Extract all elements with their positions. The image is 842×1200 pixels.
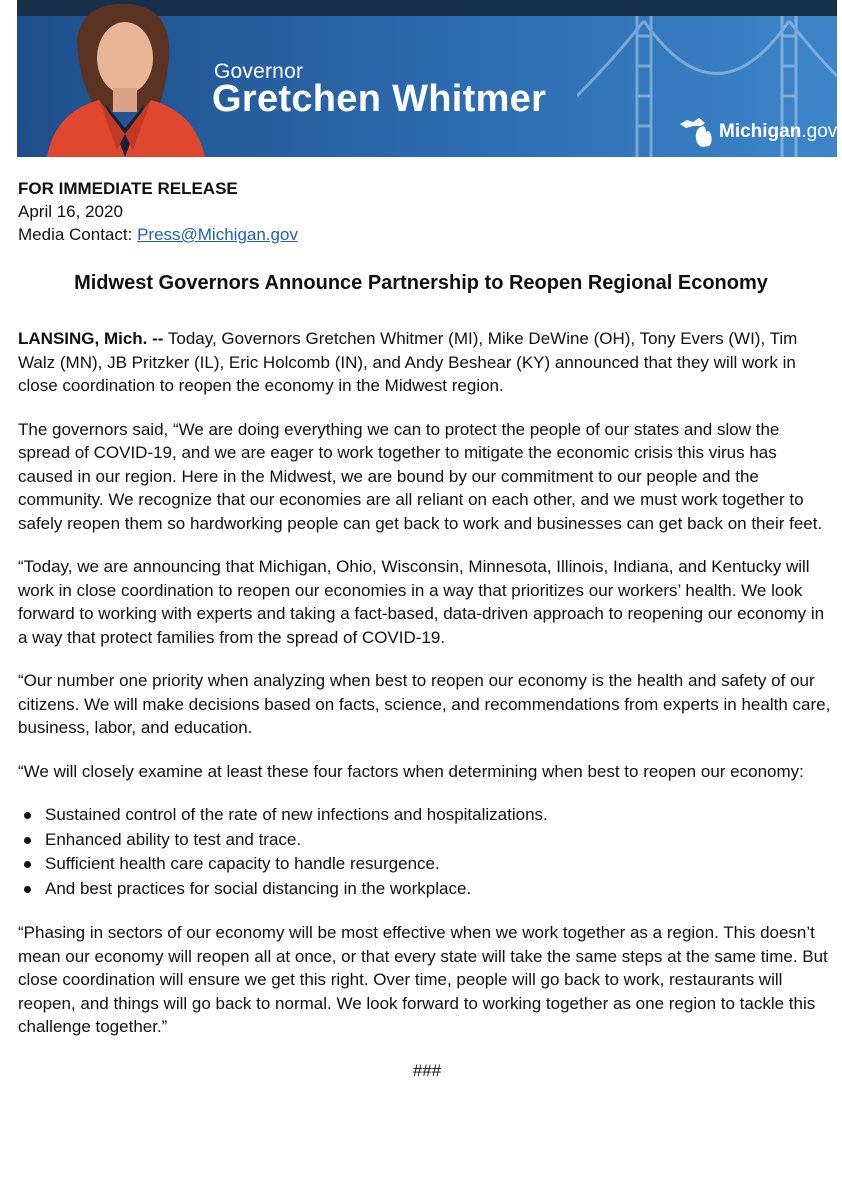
list-item: Sustained control of the rate of new infections and hospitalizations. (45, 803, 836, 828)
paragraph-5: “We will closely examine at least these four factors when determining when best to reopen our economy: (18, 761, 804, 781)
site-suffix: .gov (801, 121, 837, 142)
list-item: And best practices for social distancing in the workplace. (45, 877, 836, 902)
governor-label: Governor (214, 60, 304, 83)
media-contact-email-link[interactable]: Press@Michigan.gov (137, 225, 298, 244)
michigan-gov-text (719, 121, 837, 143)
paragraph-1 (18, 327, 836, 398)
release-label: FOR IMMEDIATE RELEASE (18, 179, 238, 198)
header-banner (17, 0, 837, 157)
governor-name: Gretchen Whitmer (212, 78, 547, 120)
governor-portrait (37, 0, 217, 157)
factors-list (18, 803, 836, 901)
release-header (18, 177, 298, 246)
paragraph-3: “Today, we are announcing that Michigan, Ohio, Wisconsin, Minnesota, Illinois, Indiana, and Kentucky will work in close coordination to reopen our economies in a way that prioritizes our workers’ health. We look forward to working with experts and taking a fact-based, data-driven approach to reopening our economy in a way that protect families from the spread of COVID-19. (18, 557, 825, 647)
press-release-body (18, 327, 836, 1082)
list-item: Sufficient health care capacity to handle resurgence. (45, 852, 836, 877)
paragraph-1-text: Today, Governors Gretchen Whitmer (MI), Mike DeWine (OH), Tony Evers (WI), Tim Walz (MN), JB Pritzker (IL), Eric Holcomb (IN), and Andy Beshear (KY) announced that they will work in close coordination to reopen the economy in the Midwest region. (18, 329, 798, 395)
michigan-map-icon (677, 114, 717, 150)
dateline: LANSING, Mich. -- (18, 329, 164, 348)
end-mark: ### (412, 1060, 442, 1080)
site-name: Michigan (719, 121, 802, 142)
michigan-gov-logo[interactable] (677, 114, 837, 150)
media-contact-label: Media Contact: (18, 225, 138, 244)
media-contact (18, 223, 298, 246)
paragraph-6: “Phasing in sectors of our economy will be most effective when we work together as a region. This doesn’t mean our economy will reopen all at once, or that every state will take the same steps at the same time. But close coordination will ensure we get this right. Over time, people will go back to work, restaurants will reopen, and things will go back to normal. We look forward to working together as one region to tackle this challenge together.” (18, 923, 828, 1036)
paragraph-4: “Our number one priority when analyzing when best to reopen our economy is the health and safety of our citizens. We will make decisions based on facts, science, and recommendations from experts in health care, business, labor, and education. (18, 671, 831, 737)
page-title: Midwest Governors Announce Partnership to Reopen Regional Economy (74, 272, 768, 294)
list-item: Enhanced ability to test and trace. (45, 828, 836, 853)
paragraph-2: The governors said, “We are doing everything we can to protect the people of our states and slow the spread of COVID-19, and we are eager to work together to mitigate the economic crisis this virus has caused in our region. Here in the Midwest, we are bound by our commitment to our people and the community. We recognize that our economies are all reliant on each other, and we must work together to safely reopen them so hardworking people can get back to work and businesses can get back on their feet. (18, 419, 823, 533)
release-date: April 16, 2020 (18, 202, 123, 221)
